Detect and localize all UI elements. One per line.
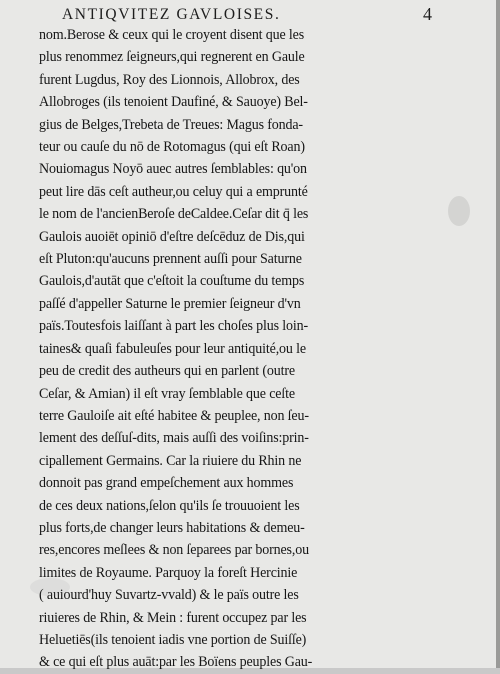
text-line: de ces deux nations,ſelon qu'ils ſe trouuoient les [39,497,300,514]
text-line: Gaulois,d'autāt que c'eſtoit la couſtume du temps [39,273,305,290]
text-line: plus forts,de changer leurs habitations & demeu- [39,519,305,536]
body-text [39,24,364,674]
text-line: peut lire dās ceſt autheur,ou celuy qui a emprunté [39,183,308,200]
text-line: plus renommez ſeigneurs,qui regnerent en Gaule [39,49,305,66]
text-line: terre Gauloiſe ait eſté habitee & peuplee, non ſeu- [39,407,309,424]
text-line: & ce qui eſt plus auāt:par les Boïens peuples Gau- [39,654,313,671]
text-line: peu de credit des autheurs qui en parlent (outre [39,363,295,380]
paper-stain [448,196,470,226]
text-line: riuieres de Rhin, & Mein : furent occupez par les [39,609,307,626]
text-line: Gaulois auoiēt opiniō d'eſtre deſcēduz de Dis,qui [39,228,305,245]
text-line: Nouiomagus Noyō auec autres ſemblables: qu'on [39,161,307,178]
page-edge-shadow [496,0,500,668]
text-line: Heluetiēs(ils tenoient iadis vne portion de Suiſſe) [39,631,307,648]
paper-stain [30,578,70,596]
text-line: cipallement Germains. Car la riuiere du Rhin ne [39,452,302,469]
text-line: limites de Royaume. Parquoy la foreſt Hercinie [39,564,298,581]
page-number: 4 [423,4,432,24]
text-line: ( auiourd'huy Suvartz-vvald) & le païs outre les [39,587,299,604]
text-line: gius de Belges,Trebeta de Treues: Magus fonda- [39,116,303,133]
text-line: le nom de l'ancienBeroſe deCaldee.Ceſar dit q̄ les [39,206,309,223]
text-line: païs.Toutesfois laiſſant à part les choſes plus loin- [39,318,309,335]
text-line: Allobroges (ils tenoient Daufiné, & Sauoye) Bel- [39,94,308,111]
text-line: furent Lugdus, Roy des Lionnois, Allobrox, des [39,71,300,88]
text-line: taines& quaſi fabuleuſes pour leur antiquité,ou le [39,340,306,357]
text-line: lement des deſſuſ-dits, mais auſſi des voiſins:prin- [39,430,309,447]
running-head: ANTIQVITEZ GAVLOISES. [62,6,281,23]
text-line: eſt Pluton:qu'aucuns prennent auſſi pour Saturne [39,251,302,268]
text-line: nom.Berose & ceux qui le croyent disent que les [39,27,305,43]
text-line: paſſé d'appeller Saturne le premier ſeigneur d'vn [39,295,301,312]
text-line: Ceſar, & Amian) il eſt vray ſemblable que ceſte [39,385,295,402]
text-line: donnoit pas grand empeſchement aux hommes [39,475,294,492]
text-line: res,encores meſlees & non ſeparees par bornes,ou [39,542,309,559]
text-line: teur ou cauſe du nō de Rotomagus (qui eſt Roan) [39,139,305,156]
